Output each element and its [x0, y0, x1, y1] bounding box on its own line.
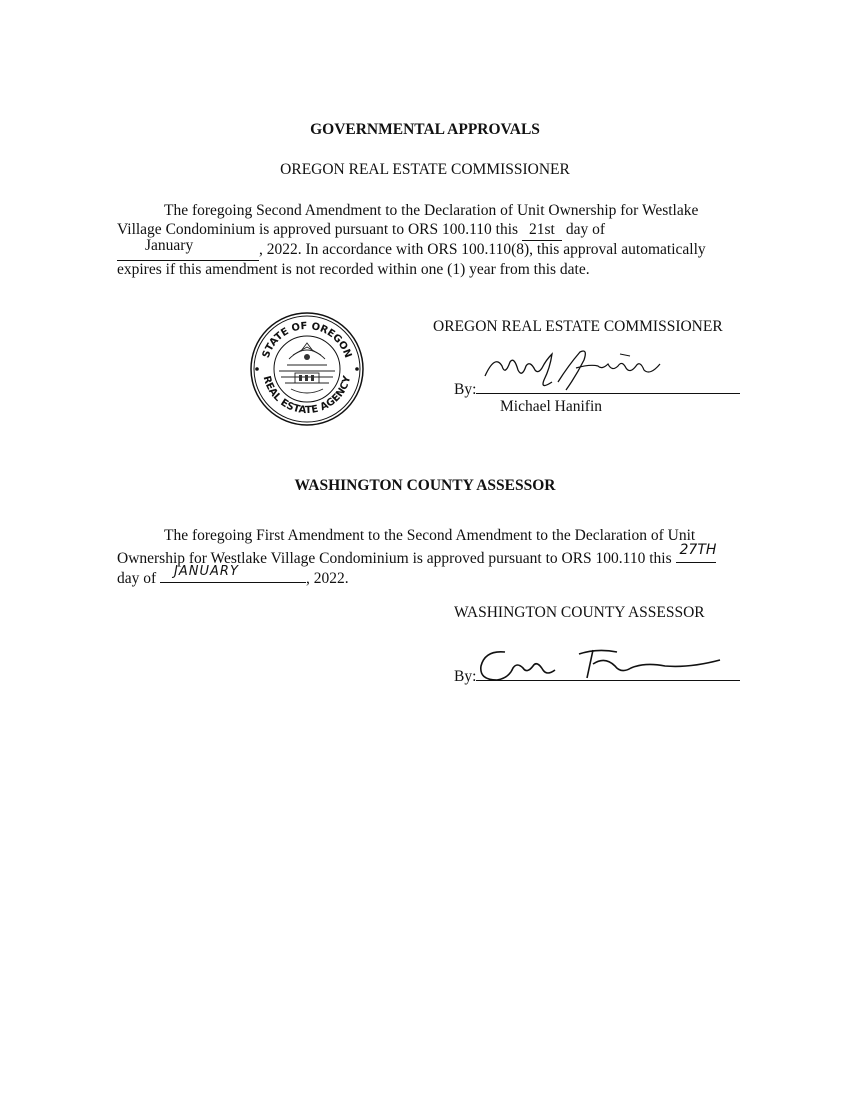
commissioner-handwritten-signature: [480, 346, 680, 396]
svg-text:REAL ESTATE AGENCY: REAL ESTATE AGENCY: [260, 374, 354, 417]
signer-name: Michael Hanifin: [500, 398, 603, 415]
month-value-2: JANUARY: [174, 564, 239, 579]
day-field-2: [676, 542, 717, 563]
section-1-line-1: The foregoing Second Amendment to the Declaration of Unit Ownership for Westlake: [164, 202, 699, 219]
day-value-2: 27TH: [679, 542, 717, 558]
svg-text:STATE OF OREGON: STATE OF OREGON: [260, 320, 354, 360]
section-2-line-3-end: , 2022.: [306, 570, 349, 587]
commissioner-title: OREGON REAL ESTATE COMMISSIONER: [433, 318, 723, 335]
state-seal: [249, 311, 365, 427]
section-1-line-3: [117, 237, 706, 261]
month-field: [117, 237, 259, 261]
section-2-line-2-text: Ownership for Westlake Village Condominium is approved pursuant to ORS 100.110 this: [117, 550, 672, 567]
seal-icon: [249, 311, 365, 427]
section-1-line-2-end: day of: [565, 221, 605, 238]
month-field-2: [160, 566, 306, 583]
section-1-line-2-text: Village Condominium is approved pursuant to ORS 100.110 this: [117, 221, 519, 238]
section-2-line-1: The foregoing First Amendment to the Second Amendment to the Declaration of Unit: [164, 527, 696, 544]
section-1-line-3-text: , 2022. In accordance with ORS 100.110(8), this approval automatically: [259, 241, 706, 258]
assessor-title: WASHINGTON COUNTY ASSESSOR: [454, 604, 705, 621]
month-value: January: [145, 237, 194, 254]
section-1-line-4: expires if this amendment is not recorded within one (1) year from this date.: [117, 261, 590, 278]
day-field: [522, 220, 562, 241]
section-2-heading: WASHINGTON COUNTY ASSESSOR: [294, 477, 556, 494]
page-title: GOVERNMENTAL APPROVALS: [310, 121, 540, 138]
section-2-line-3: [117, 566, 349, 589]
section-2-line-3-text: day of: [117, 570, 157, 587]
by-label-2: By:: [454, 668, 477, 685]
by-label: By:: [454, 381, 477, 398]
section-1-subheading: OREGON REAL ESTATE COMMISSIONER: [280, 161, 570, 178]
day-value: 21st: [529, 221, 555, 238]
assessor-handwritten-signature: [475, 644, 725, 686]
